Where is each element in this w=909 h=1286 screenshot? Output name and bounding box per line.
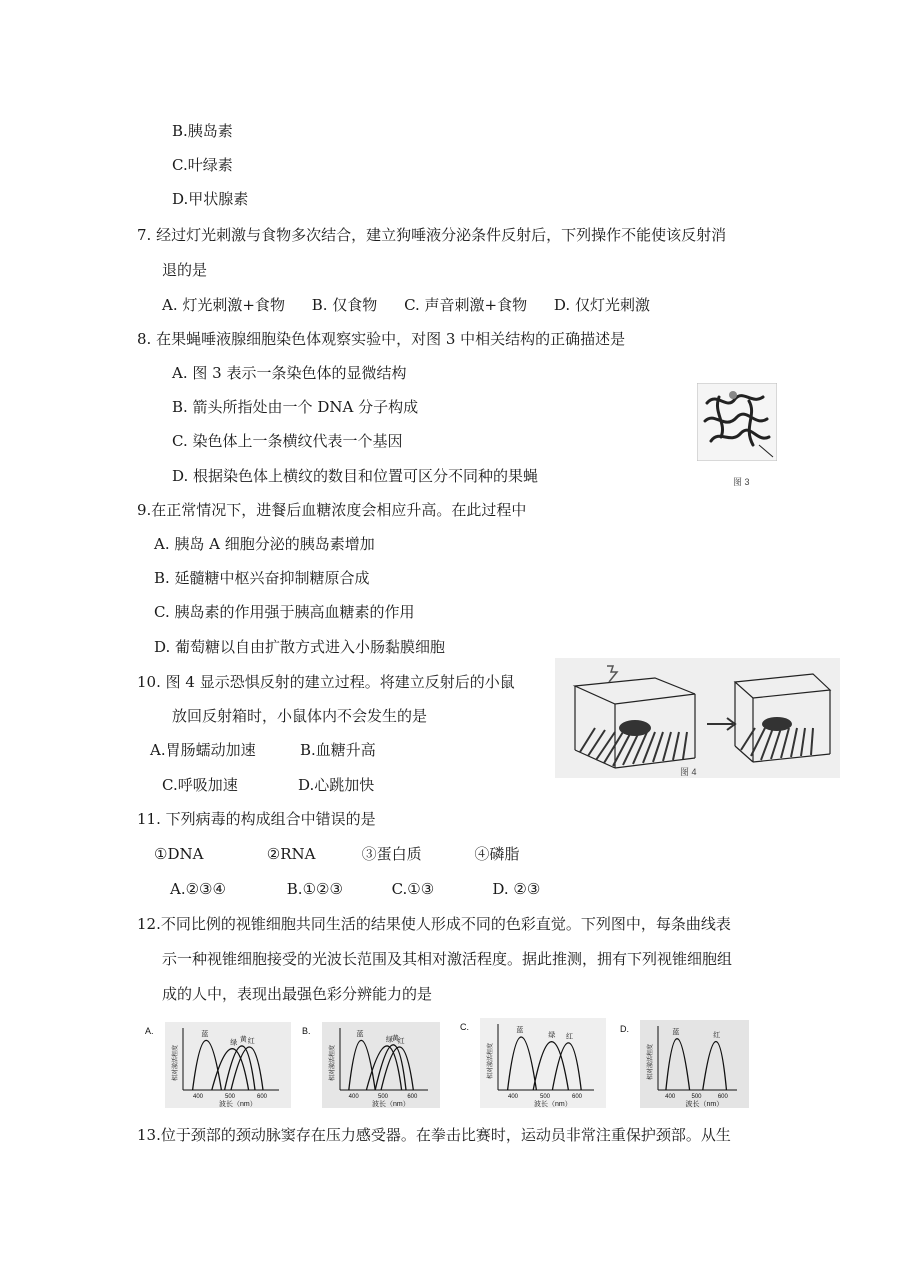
series-label: 红 xyxy=(713,1032,721,1039)
q10-option-d: D.心跳加快 xyxy=(298,776,375,794)
y-axis-label: 相对激活程度 xyxy=(173,1044,179,1081)
x-tick-label: 600 xyxy=(572,1094,583,1100)
q9-option-d: D. 葡萄糖以自由扩散方式进入小肠黏膜细胞 xyxy=(154,638,446,656)
q12-chart-b xyxy=(300,1020,442,1110)
series-label: 红 xyxy=(247,1037,255,1045)
q8-stem: 8. 在果蝇唾液腺细胞染色体观察实验中，对图 3 中相关结构的正确描述是 xyxy=(137,330,626,348)
chart-panel-label: D. xyxy=(620,1024,629,1034)
q10-option-b: B.血糖升高 xyxy=(300,741,376,759)
chart-panel-label: A. xyxy=(145,1026,154,1036)
q8-option-d: D. 根据染色体上横纹的数目和位置可区分不同种的果蝇 xyxy=(172,467,539,485)
q9-stem: 9.在正常情况下，进餐后血糖浓度会相应升高。在此过程中 xyxy=(137,501,527,519)
x-tick-label: 400 xyxy=(193,1094,204,1100)
q12-stem-line3: 成的人中，表现出最强色彩分辨能力的是 xyxy=(162,985,433,1003)
series-label: 绿 xyxy=(230,1039,238,1047)
x-tick-label: 500 xyxy=(540,1094,551,1100)
q7-option-d: D. 仅灯光刺激 xyxy=(553,296,650,314)
series-label: 红 xyxy=(566,1033,573,1041)
q11-item-3: ③蛋白质 xyxy=(361,845,422,863)
series-label: 黄 xyxy=(239,1036,247,1044)
x-axis-label: 波长（nm） xyxy=(372,1101,410,1108)
x-tick-label: 400 xyxy=(508,1094,519,1100)
q9-option-b: B. 延髓糖中枢兴奋抑制糖原合成 xyxy=(154,569,370,587)
q7-option-a: A. 灯光刺激+食物 xyxy=(162,296,285,314)
x-tick-label: 400 xyxy=(665,1094,676,1100)
figure-4-mouse-box-image xyxy=(555,658,840,778)
q8-option-a: A. 图 3 表示一条染色体的显微结构 xyxy=(172,364,407,382)
x-tick-label: 500 xyxy=(225,1094,236,1100)
q12-stem-line1: 12.不同比例的视锥细胞共同生活的结果使人形成不同的色彩直觉。下列图中，每条曲线表 xyxy=(137,915,731,933)
figure-3-caption: 图 3 xyxy=(733,477,750,487)
q10-stem-line2: 放回反射箱时，小鼠体内不会发生的是 xyxy=(172,707,428,725)
q11-item-1: ①DNA xyxy=(154,845,204,863)
q7-option-c: C. 声音刺激+食物 xyxy=(404,296,528,314)
y-axis-label: 相对激活程度 xyxy=(488,1042,494,1079)
q11-options xyxy=(170,879,540,899)
q8-option-c: C. 染色体上一条横纹代表一个基因 xyxy=(172,432,403,450)
q12-chart-a-svg xyxy=(143,1020,293,1110)
x-tick-label: 600 xyxy=(717,1094,728,1100)
q9-option-a: A. 胰岛 A 细胞分泌的胰岛素增加 xyxy=(154,535,375,553)
x-tick-label: 600 xyxy=(257,1094,268,1100)
q11-option-d: D. ②③ xyxy=(492,880,541,898)
q11-item-4: ④磷脂 xyxy=(474,845,520,863)
q12-chart-b-svg xyxy=(300,1020,442,1110)
q9-option-c: C. 胰岛素的作用强于胰高血糖素的作用 xyxy=(154,603,415,621)
q7-stem-line2: 退的是 xyxy=(162,261,208,279)
q11-item-2: ②RNA xyxy=(266,845,316,863)
q12-chart-d xyxy=(618,1018,751,1110)
chart-panel-label: B. xyxy=(302,1026,311,1036)
series-label: 蓝 xyxy=(356,1030,364,1038)
q7-option-b: B. 仅食物 xyxy=(311,296,378,314)
q11-option-c: C.①③ xyxy=(391,880,435,898)
q11-stem: 11. 下列病毒的构成组合中错误的是 xyxy=(137,810,376,828)
q12-chart-a xyxy=(143,1020,293,1110)
option-d-prev: D.甲状腺素 xyxy=(172,190,249,208)
q13-stem: 13.位于颈部的颈动脉窦存在压力感受器。在拳击比赛时，运动员非常注重保护颈部。从生 xyxy=(137,1126,731,1144)
series-label: 红 xyxy=(397,1037,405,1045)
series-label: 蓝 xyxy=(201,1030,209,1038)
q12-stem-line2: 示一种视锥细胞接受的光波长范围及其相对激活程度。据此推测，拥有下列视锥细胞组 xyxy=(162,950,733,968)
q12-chart-c-svg xyxy=(458,1016,608,1110)
q7-stem-line1: 7. 经过灯光刺激与食物多次结合，建立狗唾液分泌条件反射后，下列操作不能使该反射消 xyxy=(137,226,727,244)
figure-4-caption: 图 4 xyxy=(680,767,697,777)
q11-option-a: A.②③④ xyxy=(170,880,226,898)
y-axis-label: 相对激活程度 xyxy=(648,1043,654,1080)
series-label: 蓝 xyxy=(672,1029,680,1036)
q7-options xyxy=(162,295,672,315)
series-label: 绿 xyxy=(385,1036,393,1044)
x-axis-label: 波长（nm） xyxy=(685,1101,724,1108)
x-axis-label: 波长（nm） xyxy=(219,1101,257,1108)
series-label: 绿 xyxy=(548,1032,556,1040)
x-tick-label: 600 xyxy=(407,1094,418,1100)
q11-option-b: B.①②③ xyxy=(286,880,343,898)
q10-option-c: C.呼吸加速 xyxy=(162,776,238,794)
option-c-prev: C.叶绿素 xyxy=(172,156,233,174)
q10-stem-line1: 10. 图 4 显示恐惧反射的建立过程。将建立反射后的小鼠 xyxy=(137,673,515,691)
q12-chart-d-svg xyxy=(618,1018,751,1110)
q8-option-b: B. 箭头所指处由一个 DNA 分子构成 xyxy=(172,398,419,416)
q10-option-a: A.胃肠蠕动加速 xyxy=(150,741,256,759)
x-tick-label: 500 xyxy=(378,1094,389,1100)
chart-panel-label: C. xyxy=(460,1022,469,1032)
figure-3-chromosome-image xyxy=(697,383,777,461)
y-axis-label: 相对激活程度 xyxy=(330,1044,336,1081)
q11-items xyxy=(154,844,519,864)
option-b-prev: B.胰岛素 xyxy=(172,122,233,140)
x-tick-label: 400 xyxy=(348,1094,359,1100)
q12-chart-c xyxy=(458,1016,608,1110)
x-axis-label: 波长（nm） xyxy=(534,1101,572,1108)
series-label: 蓝 xyxy=(516,1027,524,1035)
series-label: 黄 xyxy=(391,1035,399,1043)
x-tick-label: 500 xyxy=(691,1094,702,1100)
